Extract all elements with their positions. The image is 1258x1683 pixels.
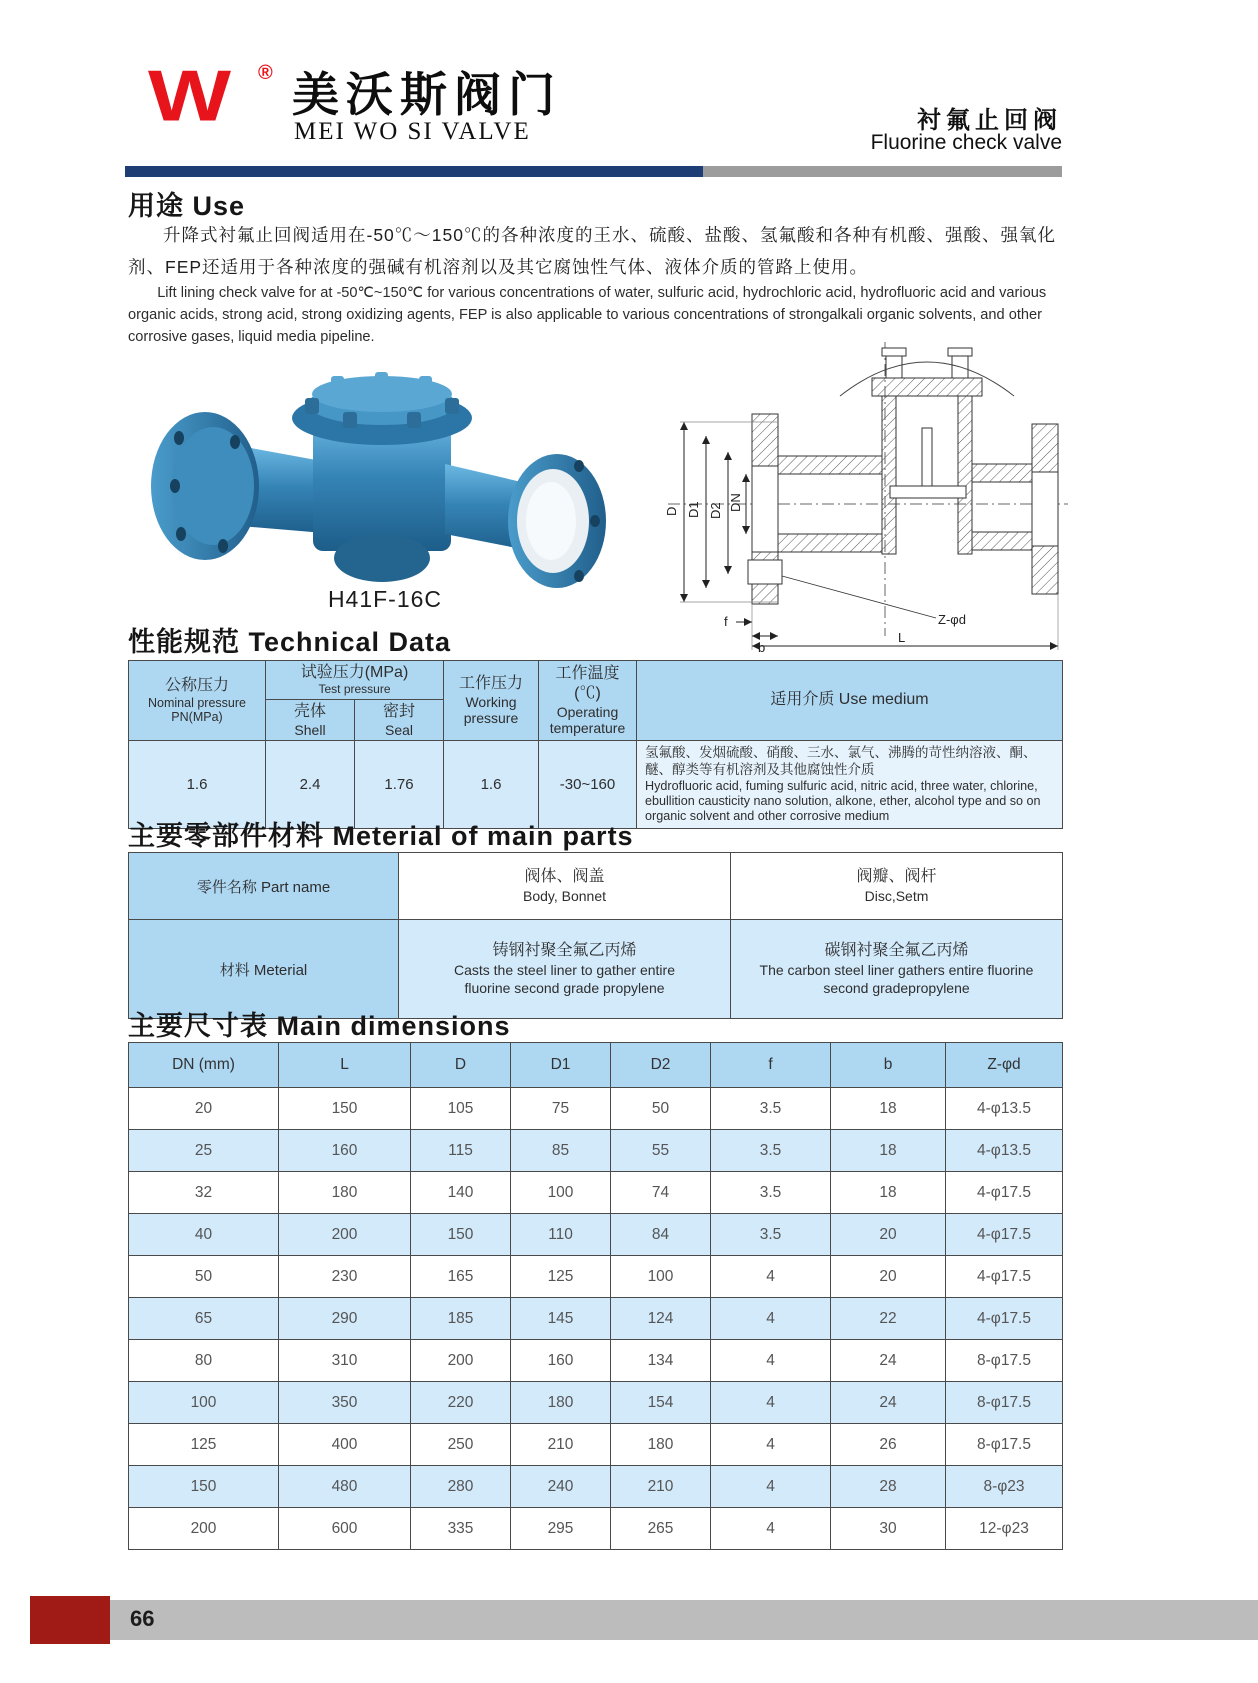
table-row <box>129 1088 1063 1130</box>
dimension-cell: 280 <box>411 1466 511 1508</box>
dimension-cell: 12-φ23 <box>946 1508 1063 1550</box>
dimension-cell: 210 <box>511 1424 611 1466</box>
dimension-cell: 100 <box>511 1172 611 1214</box>
dimension-cell: 335 <box>411 1508 511 1550</box>
dimension-cell: 480 <box>279 1466 411 1508</box>
working-pressure-value: 1.6 <box>444 740 539 828</box>
dimension-cell: 4-φ17.5 <box>946 1298 1063 1340</box>
col-header-operating-temperature: 工作温度(℃) Operating temperature <box>539 661 637 741</box>
table-row <box>129 1130 1063 1172</box>
dimension-cell: 105 <box>411 1088 511 1130</box>
brand-name-chinese: 美沃斯阀门 <box>292 70 562 122</box>
dimension-cell: 150 <box>411 1214 511 1256</box>
dimension-cell: 4 <box>711 1466 831 1508</box>
dimension-cell: 100 <box>611 1256 711 1298</box>
materials-table <box>128 852 1063 1019</box>
page-number: 66 <box>130 1606 155 1631</box>
dimension-cell: 4-φ17.5 <box>946 1172 1063 1214</box>
dimension-cell: 100 <box>129 1382 279 1424</box>
dimension-cell: 4-φ13.5 <box>946 1088 1063 1130</box>
dimension-cell: 55 <box>611 1130 711 1172</box>
dimension-cell: 160 <box>279 1130 411 1172</box>
col-header-l: L <box>279 1043 411 1088</box>
dim-label-D2: D2 <box>708 502 723 519</box>
body-material-cell: 铸钢衬聚全氟乙丙烯 Casts the steel liner to gather entire fluorine second grade propylene <box>399 920 731 1019</box>
header-divider-navy <box>125 166 703 177</box>
col-header-z-phi-d: Z-φd <box>946 1043 1063 1088</box>
footer-bar <box>110 1600 1258 1640</box>
table-row <box>129 1172 1063 1214</box>
use-section-heading: 用途 Use <box>128 191 246 221</box>
disc-stem-cell: 阀瓣、阀杆 Disc,Setm <box>731 853 1063 920</box>
brand-logo-mark: W <box>148 55 226 137</box>
brand-name-english: MEI WO SI VALVE <box>294 118 531 145</box>
col-header-dn: DN (mm) <box>129 1043 279 1088</box>
dimension-cell: 74 <box>611 1172 711 1214</box>
dimension-cell: 600 <box>279 1508 411 1550</box>
dimension-cell: 26 <box>831 1424 946 1466</box>
temperature-value: -30~160 <box>539 740 637 828</box>
dim-label-DN: DN <box>728 493 743 512</box>
dimension-cell: 30 <box>831 1508 946 1550</box>
dimension-cell: 350 <box>279 1382 411 1424</box>
dimension-cell: 20 <box>831 1256 946 1298</box>
dimension-cell: 180 <box>279 1172 411 1214</box>
dimension-cell: 20 <box>129 1088 279 1130</box>
dimension-cell: 40 <box>129 1214 279 1256</box>
dim-label-D1: D1 <box>686 501 701 518</box>
dimension-cell: 4-φ17.5 <box>946 1214 1063 1256</box>
dimension-cell: 32 <box>129 1172 279 1214</box>
col-header-f: f <box>711 1043 831 1088</box>
dimension-cell: 24 <box>831 1340 946 1382</box>
dimension-cell: 4 <box>711 1256 831 1298</box>
dimension-cell: 18 <box>831 1088 946 1130</box>
dimension-cell: 210 <box>611 1466 711 1508</box>
nominal-pressure-value: 1.6 <box>129 740 266 828</box>
use-medium-value: 氢氟酸、发烟硫酸、硝酸、三水、氯气、沸腾的苛性纳溶液、酮、醚、醇类等有机溶剂及其他腐蚀性介质 Hydrofluoric acid, fuming sulfuric acid, nitric acid, three water, chlorine, ebullition causticity nano solution, alkone, ether, alcohol type and so on organic solvent and other corrosive medium <box>637 740 1063 828</box>
dimensions-header-row <box>129 1043 1063 1088</box>
table-row <box>129 1256 1063 1298</box>
seal-test-value: 1.76 <box>355 740 444 828</box>
disc-material-cell: 碳钢衬聚全氟乙丙烯 The carbon steel liner gathers entire fluorine second gradepropylene <box>731 920 1063 1019</box>
dimension-cell: 85 <box>511 1130 611 1172</box>
dimension-cell: 265 <box>611 1508 711 1550</box>
part-name-header: 零件名称 Part name <box>129 853 399 920</box>
col-header-use-medium: 适用介质 Use medium <box>637 661 1063 741</box>
product-title-chinese: 衬氟止回阀 <box>917 107 1062 134</box>
col-header-shell: 壳体 Shell <box>266 699 355 740</box>
dimension-cell: 20 <box>831 1214 946 1256</box>
use-paragraph-english: Lift lining check valve for at -50℃~150℃ for various concentrations of water, sulfuric acid, hydrochloric acid, hydrofluoric acid and various organic acids, strong acid, strong oxidizing agents, FEP is also applicable to various concentrations of strongalkali organic solvents, and other corrosive gases, liquid media pipeline. <box>128 285 1047 345</box>
dimension-cell: 3.5 <box>711 1130 831 1172</box>
dim-label-b: b <box>758 640 766 654</box>
body-bonnet-cell: 阀体、阀盖 Body, Bonnet <box>399 853 731 920</box>
dimension-cell: 3.5 <box>711 1172 831 1214</box>
col-header-b: b <box>831 1043 946 1088</box>
dimension-cell: 110 <box>511 1214 611 1256</box>
dimension-cell: 84 <box>611 1214 711 1256</box>
dimension-cell: 240 <box>511 1466 611 1508</box>
table-row <box>129 1298 1063 1340</box>
dimension-cell: 75 <box>511 1088 611 1130</box>
dimension-cell: 4 <box>711 1424 831 1466</box>
dimension-cell: 400 <box>279 1424 411 1466</box>
table-row <box>129 1424 1063 1466</box>
dimension-cell: 65 <box>129 1298 279 1340</box>
dimension-cell: 230 <box>279 1256 411 1298</box>
dimension-cell: 125 <box>511 1256 611 1298</box>
dimension-cell: 115 <box>411 1130 511 1172</box>
dimension-cell: 8-φ17.5 <box>946 1340 1063 1382</box>
dimension-cell: 4 <box>711 1340 831 1382</box>
dimension-cell: 290 <box>279 1298 411 1340</box>
dimension-cell: 4-φ13.5 <box>946 1130 1063 1172</box>
technical-data-heading: 性能规范 Technical Data <box>128 627 452 657</box>
header-divider-gray <box>703 166 1062 177</box>
dimension-cell: 220 <box>411 1382 511 1424</box>
col-header-d2: D2 <box>611 1043 711 1088</box>
dimension-cell: 8-φ17.5 <box>946 1382 1063 1424</box>
dimensions-heading: 主要尺寸表 Main dimensions <box>128 1011 511 1041</box>
dim-label-D: D <box>664 506 679 516</box>
col-header-d1: D1 <box>511 1043 611 1088</box>
dimension-cell: 124 <box>611 1298 711 1340</box>
dimension-cell: 134 <box>611 1340 711 1382</box>
dimension-cell: 8-φ23 <box>946 1466 1063 1508</box>
dimension-cell: 3.5 <box>711 1214 831 1256</box>
dimensions-table <box>128 1042 1063 1550</box>
dimension-cell: 18 <box>831 1130 946 1172</box>
dimension-cell: 160 <box>511 1340 611 1382</box>
dim-label-Z-phi-d: Z-φd <box>938 612 966 627</box>
dimension-cell: 4 <box>711 1382 831 1424</box>
technical-drawing <box>640 336 1075 654</box>
materials-heading: 主要零部件材料 Meterial of main parts <box>128 821 634 851</box>
dimension-cell: 3.5 <box>711 1088 831 1130</box>
dimension-cell: 125 <box>129 1424 279 1466</box>
footer-red-block <box>30 1596 110 1644</box>
dimension-cell: 18 <box>831 1172 946 1214</box>
dimension-cell: 50 <box>129 1256 279 1298</box>
use-paragraph-chinese: 升降式衬氟止回阀适用在-50℃～150℃的各种浓度的王水、硫酸、盐酸、氢氟酸和各种有机酸、强酸、强氧化剂、FEP还适用于各种浓度的强碱有机溶剂以及其它腐蚀性气体、液体介质的管路上使用。 <box>128 225 1056 277</box>
table-row <box>129 1508 1063 1550</box>
col-header-d: D <box>411 1043 511 1088</box>
dimension-cell: 140 <box>411 1172 511 1214</box>
col-header-working-pressure: 工作压力 Working pressure <box>444 661 539 741</box>
dimension-cell: 200 <box>411 1340 511 1382</box>
dimension-cell: 250 <box>411 1424 511 1466</box>
dim-label-f: f <box>724 614 728 629</box>
table-row <box>129 1466 1063 1508</box>
dimension-cell: 22 <box>831 1298 946 1340</box>
col-header-test-pressure: 试验压力(MPa) Test pressure <box>266 661 444 700</box>
dimension-cell: 154 <box>611 1382 711 1424</box>
product-photo <box>145 346 625 592</box>
dimension-cell: 165 <box>411 1256 511 1298</box>
dimension-cell: 24 <box>831 1382 946 1424</box>
dimension-cell: 4 <box>711 1298 831 1340</box>
col-header-seal: 密封 Seal <box>355 699 444 740</box>
table-row <box>129 1382 1063 1424</box>
dimension-cell: 4-φ17.5 <box>946 1256 1063 1298</box>
dimension-cell: 150 <box>279 1088 411 1130</box>
dimension-cell: 150 <box>129 1466 279 1508</box>
dimension-cell: 310 <box>279 1340 411 1382</box>
dimension-cell: 25 <box>129 1130 279 1172</box>
table-row <box>129 1340 1063 1382</box>
dim-label-L: L <box>898 630 906 645</box>
dimension-cell: 185 <box>411 1298 511 1340</box>
dimension-cell: 180 <box>611 1424 711 1466</box>
dimension-cell: 8-φ17.5 <box>946 1424 1063 1466</box>
dimension-cell: 200 <box>279 1214 411 1256</box>
product-title-english: Fluorine check valve <box>870 131 1062 154</box>
dimension-cell: 50 <box>611 1088 711 1130</box>
table-row <box>129 1214 1063 1256</box>
model-label: H41F-16C <box>327 586 443 612</box>
dimension-cell: 200 <box>129 1508 279 1550</box>
col-header-nominal-pressure: 公称压力 Nominal pressure PN(MPa) <box>129 661 266 741</box>
technical-data-table <box>128 660 1063 829</box>
dimension-cell: 28 <box>831 1466 946 1508</box>
dimension-cell: 295 <box>511 1508 611 1550</box>
material-row-header: 材料 Meterial <box>129 920 399 1019</box>
dimensions-table-body <box>129 1088 1063 1550</box>
shell-test-value: 2.4 <box>266 740 355 828</box>
dimension-cell: 180 <box>511 1382 611 1424</box>
dimension-cell: 145 <box>511 1298 611 1340</box>
registered-trademark-icon: ® <box>258 62 273 84</box>
dimension-cell: 80 <box>129 1340 279 1382</box>
dimension-cell: 4 <box>711 1508 831 1550</box>
